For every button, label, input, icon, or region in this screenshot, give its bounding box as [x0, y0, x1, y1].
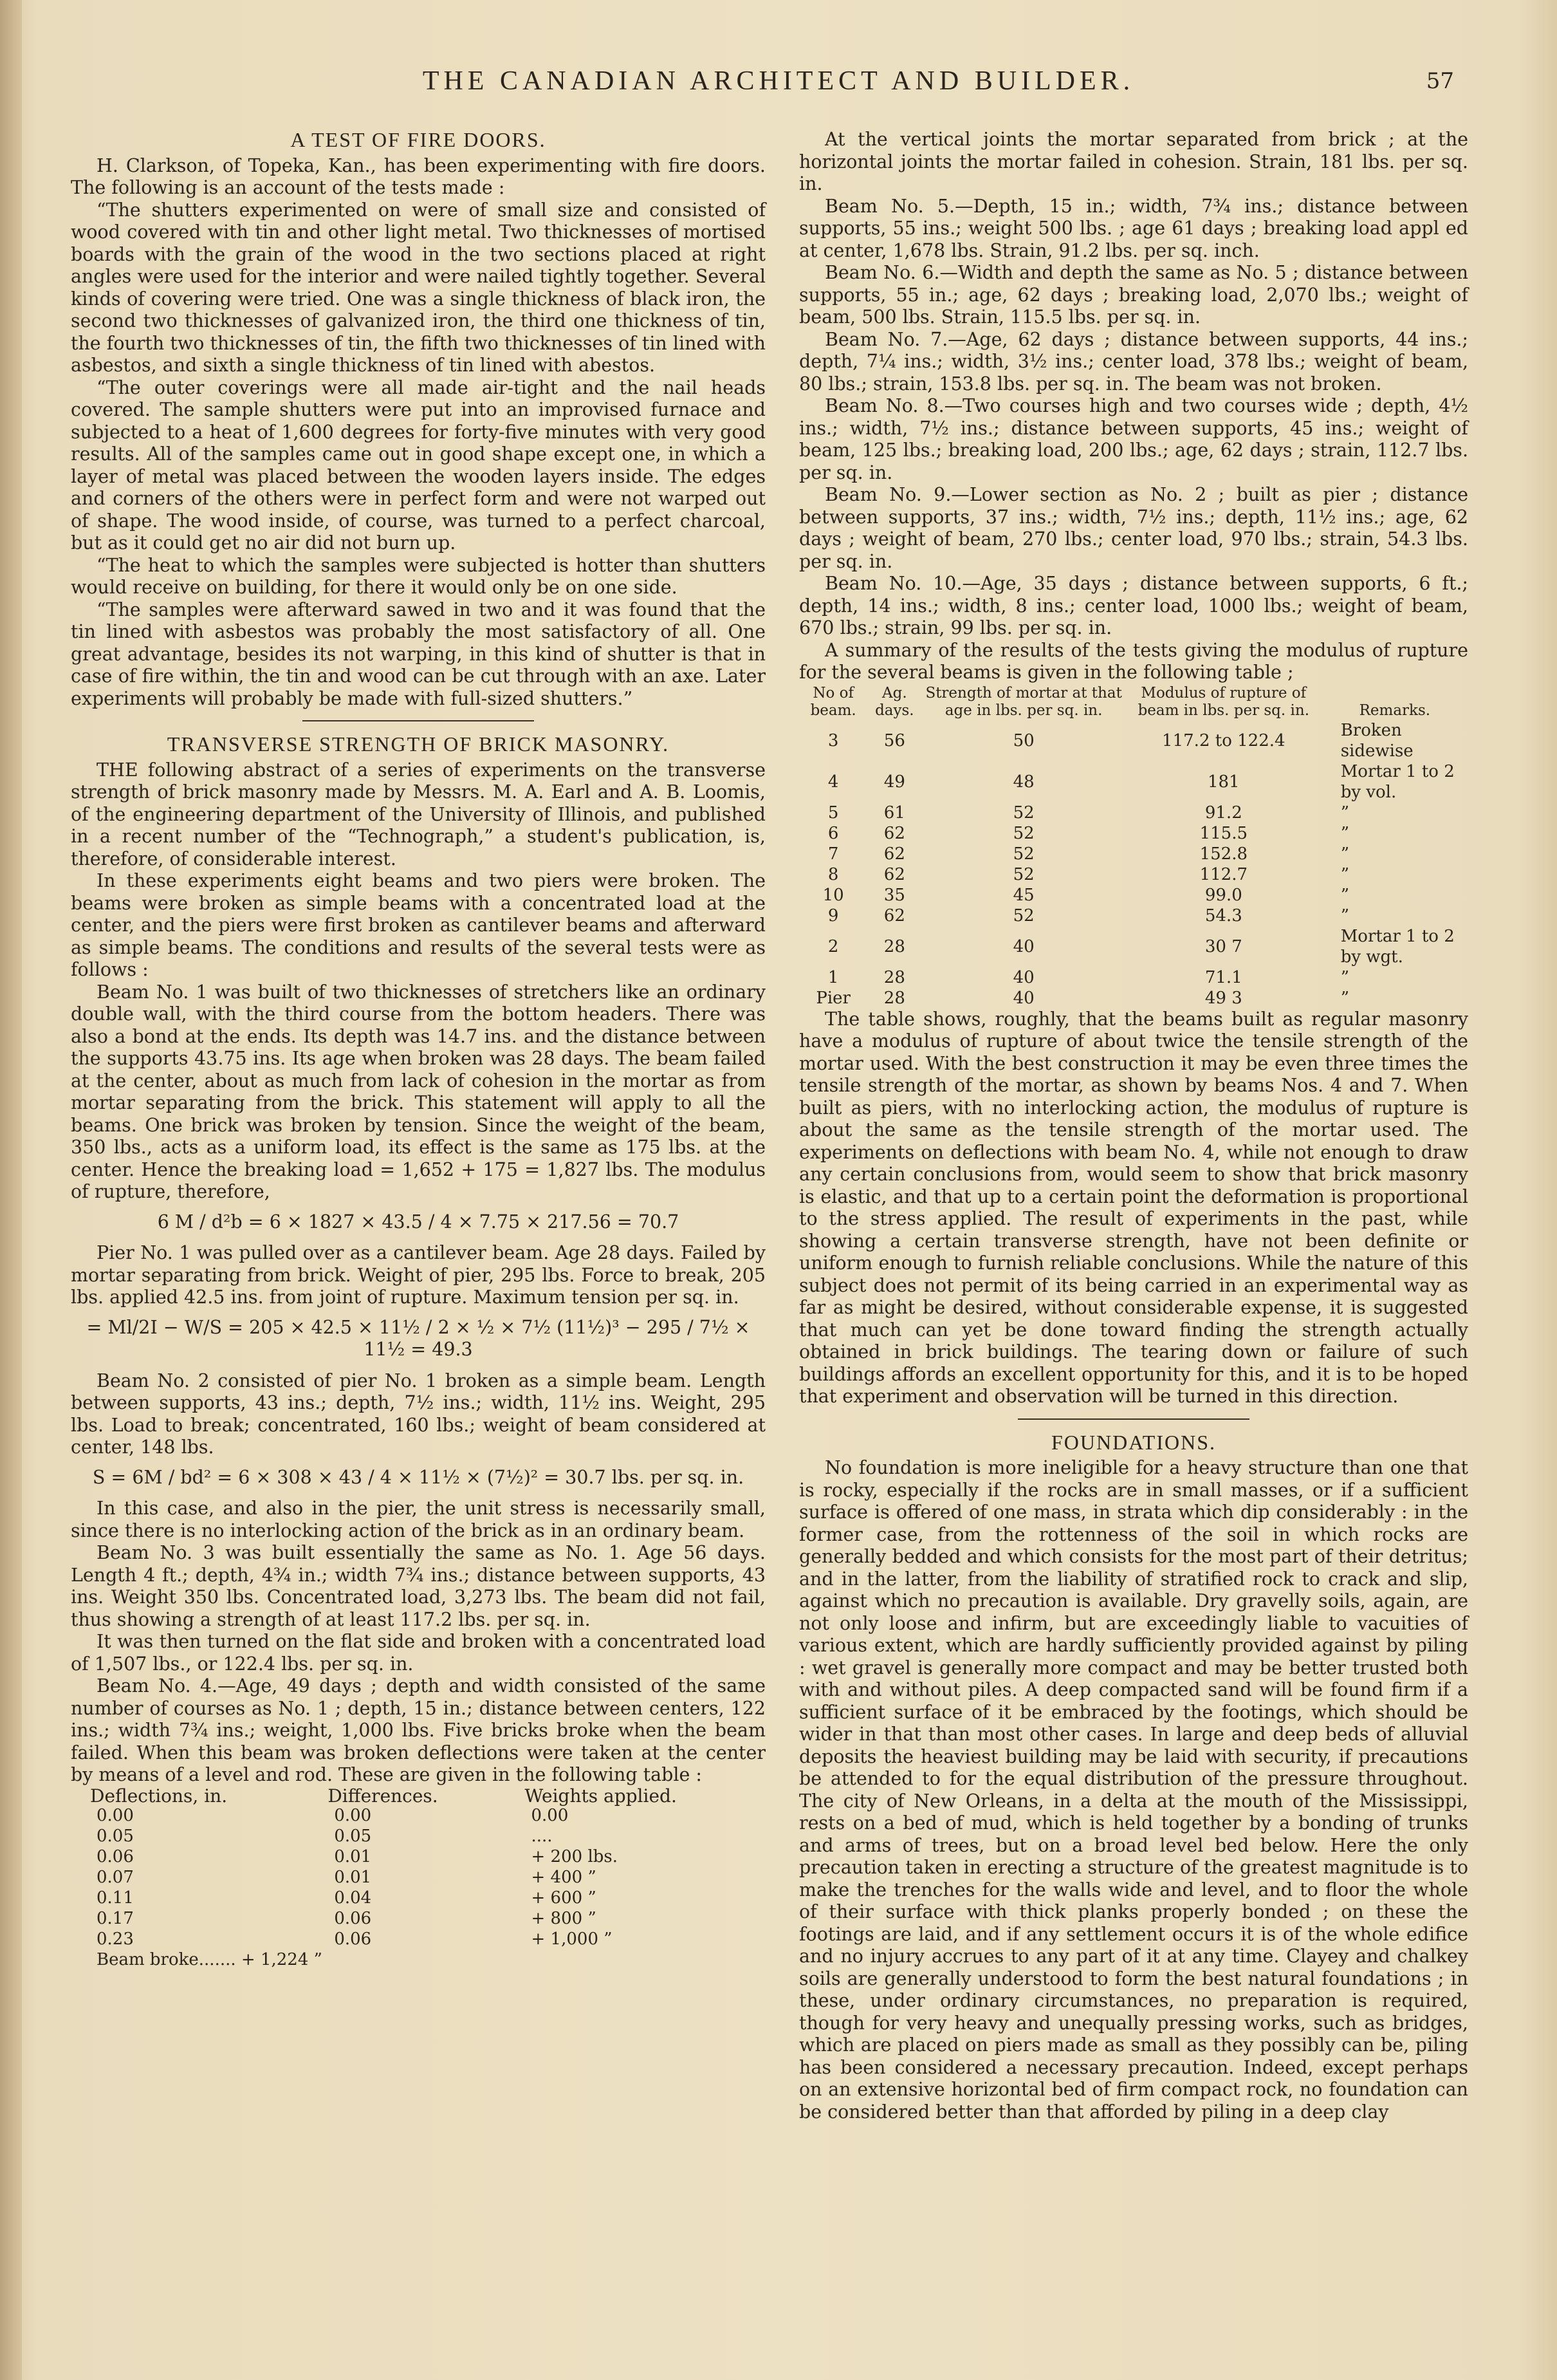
- fire-doors-paragraph: “The samples were afterward sawed in two and it was found that the tin lined with asbestos was probably the most satisfactory of all. One great advantage, besides its not warping, in this kind of shutter is that in case of fire within, the tin and wood can be cut through with an axe. Later experiments will probably be made with full-sized shutters.”: [71, 599, 766, 709]
- page-edge: [0, 0, 22, 2380]
- table-cell: 50: [1013, 730, 1035, 750]
- table-cell: 0.06: [334, 1908, 372, 1928]
- table-header: Differences.: [327, 1785, 438, 1807]
- masonry-paragraph: In these experiments eight beams and two piers were broken. The beams were broken as simple beams with a concentrated load at the center, and the piers were first broken as cantilever beams and afterward as simple beams. The conditions and results of the several tests were as follows :: [71, 870, 766, 980]
- table-cell: ”: [1340, 967, 1349, 987]
- table-cell: 4: [827, 772, 839, 792]
- table-cell: Mortar 1 to 2 by vol.: [1340, 761, 1455, 802]
- table-cell: + 200 lbs.: [531, 1846, 618, 1866]
- table-header: Weights applied.: [524, 1785, 677, 1807]
- table-row: [799, 864, 1468, 885]
- table-cell: + 800 ”: [531, 1908, 596, 1928]
- table-cell: 54.3: [1204, 906, 1242, 925]
- table-cell: 0.17: [97, 1908, 134, 1928]
- table-cell: Pier: [816, 988, 851, 1008]
- fire-doors-paragraph: “The outer coverings were all made air-tight and the nail heads covered. The sample shutters were put into an improvised furnace and subjected to a heat of 1,600 degrees for forty-five minutes with very good results. All of the samples came out in good shape except one, in which a layer of metal was placed between the wooden layers inside. The edges and corners of the others were in perfect form and were not warped out of shape. The wood inside, of course, was turned to a perfect charcoal, but as it could get no air did not burn up.: [71, 377, 766, 553]
- masonry-paragraph: Pier No. 1 was pulled over as a cantilever beam. Age 28 days. Failed by mortar separating from brick. Weight of pier, 295 lbs. Force to break, 205 lbs. applied 42.5 ins. from joint of rupture. Maximum tension per sq. in.: [71, 1242, 766, 1308]
- table-row: [799, 967, 1468, 988]
- table-row: [71, 1867, 766, 1888]
- table-cell: ”: [1340, 844, 1349, 864]
- left-column: [71, 129, 766, 1970]
- section-divider: [302, 720, 534, 721]
- table-cell: 52: [1013, 823, 1035, 843]
- table-cell: 0.23: [97, 1929, 134, 1949]
- masonry-paragraph: Beam No. 9.—Lower section as No. 2 ; built as pier ; distance between supports, 37 ins.; width, 7½ ins.; depth, 11½ ins.; age, 62 days ; weight of beam, 270 lbs.; center load, 970 lbs.; strain, 54.3 lbs. per sq. in.: [799, 484, 1468, 572]
- table-cell: 35: [883, 885, 905, 905]
- table-cell: 8: [827, 864, 839, 884]
- table-cell: + 400 ”: [531, 1867, 596, 1887]
- masonry-title: TRANSVERSE STRENGTH OF BRICK MASONRY.: [167, 732, 670, 756]
- right-column: [799, 129, 1468, 2123]
- table-row: [799, 906, 1468, 926]
- table-cell: 1: [827, 967, 839, 987]
- table-row: [71, 1826, 766, 1846]
- table-cell: 52: [1013, 906, 1035, 925]
- masonry-paragraph: Beam No. 3 was built essentially the same as No. 1. Age 56 days. Length 4 ft.; depth, 4¾ in.; width 7¾ ins.; distance between supports, 43 ins. Weight 350 lbs. Concentrated load, 3,273 lbs. The beam did not fail, thus showing a strength of at least 117.2 lbs. per sq. in.: [71, 1542, 766, 1630]
- table-row: [71, 1805, 766, 1826]
- table-cell: 0.01: [334, 1846, 372, 1866]
- masonry-paragraph: Beam No. 1 was built of two thicknesses of stretchers like an ordinary double wall, with the third course from the bottom headers. There was also a bond at the ends. Its depth was 14.7 ins. and the distance between the supports 43.75 ins. Its age when broken was 28 days. The beam failed at the center, about as much from lack of cohesion in the mortar as from mortar separating from the brick. This statement will apply to all the beams. One brick was broken by tension. Since the weight of the beam, 350 lbs., acts as a uniform load, its effect is the same as 175 lbs. at the center. Hence the breaking load = 1,652 + 175 = 1,827 lbs. The modulus of rupture, therefore,: [71, 981, 766, 1202]
- table-cell: 152.8: [1199, 844, 1248, 864]
- table-cell: 3: [827, 730, 839, 750]
- table-cell: 62: [883, 844, 905, 864]
- table-cell: ”: [1340, 803, 1349, 823]
- table-cell: 9: [827, 906, 839, 925]
- table-cell: 0.11: [97, 1888, 134, 1908]
- masonry-paragraph: A summary of the results of the tests giving the modulus of rupture for the several beams is given in the following table ;: [799, 639, 1468, 683]
- table-cell: 99.0: [1204, 885, 1242, 905]
- table-cell: 28: [883, 936, 905, 956]
- table-cell: 30 7: [1204, 936, 1242, 956]
- table-cell: 2: [827, 936, 839, 956]
- masonry-paragraph: Beam No. 7.—Age, 62 days ; distance between supports, 44 ins.; depth, 7¼ ins.; width, 3½ ins.; center load, 378 lbs.; weight of beam, 80 lbs.; strain, 153.8 lbs. per sq. in. The beam was not broken.: [799, 328, 1468, 395]
- formula: = Ml/2I − W/S = 205 × 42.5 × 11½ / 2 × ½ × 7½ (11½)³ − 295 / 7½ × 11½ = 49.3: [86, 1316, 750, 1360]
- table-row: [799, 926, 1468, 967]
- table-header: No of beam.: [810, 684, 856, 719]
- table-cell: 40: [1013, 967, 1035, 987]
- table-row: [799, 720, 1468, 761]
- table-cell: 0.00: [334, 1805, 372, 1825]
- masonry-paragraph: Beam No. 6.—Width and depth the same as No. 5 ; distance between supports, 55 in.; age, 62 days ; breaking load, 2,070 lbs.; weight of beam, 500 lbs. Strain, 115.5 lbs. per sq. in.: [799, 262, 1468, 328]
- table-row: [71, 1888, 766, 1908]
- table-cell: 0.04: [334, 1888, 372, 1908]
- table-cell: 52: [1013, 864, 1035, 884]
- table-cell: + 600 ”: [531, 1888, 596, 1908]
- table-row: [71, 1908, 766, 1929]
- table-cell: ”: [1340, 885, 1349, 905]
- table-cell: 40: [1013, 988, 1035, 1008]
- masonry-paragraph: It was then turned on the flat side and broken with a concentrated load of 1,507 lbs., or 122.4 lbs. per sq. in.: [71, 1631, 766, 1675]
- table-cell: ”: [1340, 906, 1349, 925]
- table-cell: 91.2: [1204, 803, 1242, 823]
- masonry-paragraph: At the vertical joints the mortar separated from brick ; at the horizontal joints the mortar failed in cohesion. Strain, 181 lbs. per sq. in.: [799, 129, 1468, 194]
- table-cell: 28: [883, 988, 905, 1008]
- table-cell: 115.5: [1199, 823, 1248, 843]
- table-cell: ....: [531, 1826, 553, 1846]
- running-title: THE CANADIAN ARCHITECT AND BUILDER.: [422, 66, 1135, 96]
- table-cell: 6: [827, 823, 839, 843]
- table-cell: ”: [1340, 864, 1349, 884]
- fire-doors-paragraph: H. Clarkson, of Topeka, Kan., has been experimenting with fire doors. The following is an account of the tests made :: [71, 154, 766, 198]
- table-cell: 0.00: [531, 1805, 569, 1825]
- table-cell: 0.06: [97, 1846, 134, 1866]
- masonry-paragraph: The table shows, roughly, that the beams built as regular masonry have a modulus of rupture of about twice the tensile strength of the mortar used. With the best construction it may be even three times the tensile strength of the mortar, as shown by beams Nos. 4 and 7. When built as piers, with no interlocking action, the modulus of rupture is about the same as the tensile strength of the mortar used. The experiments on deflections with beam No. 4, while not enough to draw any certain conclusions from, would seem to show that brick masonry is elastic, and that up to a certain point the deformation is proportional to the stress applied. The result of experiments in the past, while showing a certain transverse strength, have not been definite or uniform enough to furnish reliable conclusions. While the nature of this subject does not permit of its being carried in an experimental way as far as might be desired, without considerable expense, it is suggested that much can yet be done toward finding the strength actually obtained in brick buildings. The tearing down or failure of such buildings affords an excellent opportunity for this, and it is to be hoped that experiment and observation will be turned in this direction.: [799, 1008, 1468, 1407]
- masonry-paragraph: Beam No. 2 consisted of pier No. 1 broken as a simple beam. Length between supports, 43 ins.; depth, 7½ ins.; width, 11½ ins. Weight, 295 lbs. Load to break; concentrated, 160 lbs.; weight of beam considered at center, 148 lbs.: [71, 1370, 766, 1458]
- table-cell: 49 3: [1204, 988, 1242, 1008]
- table-cell: 0.06: [334, 1929, 372, 1949]
- fire-doors-paragraph: “The heat to which the samples were subjected is hotter than shutters would receive on building, for there it would only be on one side.: [71, 554, 766, 598]
- table-cell: 48: [1013, 772, 1035, 792]
- deflection-table: [71, 1787, 766, 1970]
- formula: 6 M / d²b = 6 × 1827 × 43.5 / 4 × 7.75 × 217.56 = 70.7: [157, 1211, 679, 1232]
- table-header: Remarks.: [1359, 702, 1431, 719]
- table-cell: 49: [883, 772, 905, 792]
- table-header: Strength of mortar at that age in lbs. per sq. in.: [925, 684, 1122, 719]
- page-header: [77, 66, 1480, 104]
- masonry-paragraph: Beam No. 8.—Two courses high and two courses wide ; depth, 4½ ins.; width, 7½ ins.; distance between supports, 45 ins.; weight of beam, 125 lbs.; breaking load, 200 lbs.; age, 62 days ; strain, 112.7 lbs. per sq. in.: [799, 395, 1468, 483]
- formula: S = 6M / bd² = 6 × 308 × 43 / 4 × 11½ × (7½)² = 30.7 lbs. per sq. in.: [92, 1466, 744, 1488]
- table-cell: 112.7: [1199, 864, 1248, 884]
- table-cell: Mortar 1 to 2 by wgt.: [1340, 926, 1455, 967]
- table-footer: Beam broke....... + 1,224 ”: [97, 1949, 322, 1969]
- table-row: [799, 803, 1468, 823]
- table-row: [71, 1846, 766, 1867]
- table-cell: 181: [1207, 772, 1240, 792]
- page-number: 57: [1426, 68, 1454, 94]
- table-cell: 62: [883, 864, 905, 884]
- table-header: Deflections, in.: [90, 1785, 228, 1807]
- masonry-paragraph: In this case, and also in the pier, the unit stress is necessarily small, since there is no interlocking action of the brick as in an ordinary beam.: [71, 1498, 766, 1541]
- table-cell: + 1,000 ”: [531, 1929, 613, 1949]
- section-divider: [1018, 1418, 1249, 1420]
- table-cell: 71.1: [1204, 967, 1242, 987]
- table-header: Modulus of rupture of beam in lbs. per sq. in.: [1138, 684, 1309, 719]
- table-row: [71, 1929, 766, 1949]
- table-cell: 0.05: [97, 1826, 134, 1846]
- table-cell: 0.07: [97, 1867, 134, 1887]
- table-cell: 5: [827, 803, 839, 823]
- table-row: [799, 844, 1468, 864]
- table-cell: 28: [883, 967, 905, 987]
- masonry-paragraph: THE following abstract of a series of experiments on the transverse strength of brick masonry made by Messrs. M. A. Earl and A. B. Loomis, of the engineering department of the University of Illinois, and published in a recent number of the “Technograph,” a student's publication, is, therefore, of considerable interest.: [71, 759, 766, 869]
- foundations-paragraph: No foundation is more ineligible for a heavy structure than one that is rocky, especially if the rocks are in small masses, or if a sufficient surface is offered of one mass, in strata which dip considerably : in the former case, from the rottenness of the soil in which rocks are generally bedded and which consists for the most part of their detritus; and in the latter, from the liability of stratified rock to crack and slip, against which no precaution is available. Dry gravelly soils, again, are not only loose and infirm, but are exceedingly liable to vacuities of various extent, which are hardly sufficiently provided against by piling : wet gravel is generally more compact and may be better trusted both with and without piles. A deep compacted sand will be found firm if a sufficient surface of it be embraced by the footings, which should be wider in that than most other cases. In large and deep beds of alluvial deposits the heaviest building may be laid with security, if precautions be attended to for the equal distribution of the pressure throughout. The city of New Orleans, in a delta at the mouth of the Mississippi, rests on a bed of mud, which is held together by a bonding of trunks and arms of trees, but on a broad level bed below. Here the only precaution taken in erecting a structure of the greatest magnitude is to make the trenches for the walls wide and level, and to floor the whole of their surface with thick planks properly bonded ; on these the footings are laid, and if any settlement occurs it is of the whole edifice and no injury accrues to any part of it at any time. Clayey and chalkey soils are generally understood to form the best natural foundations ; in these, under ordinary circumstances, no preparation is required, though for very heavy and unequally pressing works, such as bridges, which are placed on piers made as small as they possibly can be, piling has been considered a necessary precaution. Indeed, except perhaps on an extensive horizontal bed of firm compact rock, no foundation can be considered better than that afforded by piling in a deep clay: [799, 1457, 1468, 2123]
- foundations-title: FOUNDATIONS.: [1051, 1430, 1216, 1454]
- table-cell: 0.05: [334, 1826, 372, 1846]
- table-cell: 7: [827, 844, 839, 864]
- summary-table: [799, 684, 1468, 1009]
- table-cell: 40: [1013, 936, 1035, 956]
- masonry-paragraph: Beam No. 4.—Age, 49 days ; depth and width consisted of the same number of courses as No. 1 ; depth, 15 in.; distance between centers, 122 ins.; width 7¾ ins.; weight, 1,000 lbs. Five bricks broke when the beam failed. When this beam was broken deflections were taken at the center by means of a level and rod. These are given in the following table :: [71, 1675, 766, 1785]
- fire-doors-paragraph: “The shutters experimented on were of small size and consisted of wood covered with tin and other light metal. Two thicknesses of mortised boards with the grain of the wood in the two sections placed at right angles were used for the interior and were nailed tightly together. Several kinds of covering were tried. One was a single thickness of black iron, the second two thicknesses of galvanized iron, the third one thickness of tin, the fourth two thicknesses of tin, the fifth two thicknesses of tin lined with asbestos, and sixth a single thickness of tin lined with abestos.: [71, 199, 766, 376]
- table-row: [799, 823, 1468, 844]
- table-row: [799, 885, 1468, 906]
- table-row: [799, 988, 1468, 1009]
- masonry-paragraph: Beam No. 10.—Age, 35 days ; distance between supports, 6 ft.; depth, 14 ins.; width, 8 ins.; center load, 1000 lbs.; weight of beam, 670 lbs.; strain, 99 lbs. per sq. in.: [799, 573, 1468, 638]
- table-cell: 10: [822, 885, 844, 905]
- table-row: [799, 761, 1468, 803]
- fire-doors-title: A TEST OF FIRE DOORS.: [290, 128, 546, 151]
- table-header: Ag. days.: [875, 684, 914, 719]
- table-cell: 52: [1013, 803, 1035, 823]
- table-cell: 45: [1013, 885, 1035, 905]
- table-cell: ”: [1340, 988, 1349, 1008]
- masonry-paragraph: Beam No. 5.—Depth, 15 in.; width, 7¾ ins.; distance between supports, 55 ins.; weight 500 lbs. ; age 61 days ; breaking load appl ed at center, 1,678 lbs. Strain, 91.2 lbs. per sq. inch.: [799, 195, 1468, 261]
- table-cell: 56: [883, 730, 905, 750]
- table-cell: 61: [883, 803, 905, 823]
- table-cell: 0.00: [97, 1805, 134, 1825]
- table-cell: 62: [883, 823, 905, 843]
- table-cell: ”: [1340, 823, 1349, 843]
- table-cell: 117.2 to 122.4: [1162, 730, 1285, 750]
- table-cell: Broken sidewise: [1340, 720, 1414, 761]
- table-row: [71, 1949, 766, 1970]
- table-cell: 52: [1013, 844, 1035, 864]
- table-cell: 0.01: [334, 1867, 372, 1887]
- table-cell: 62: [883, 906, 905, 925]
